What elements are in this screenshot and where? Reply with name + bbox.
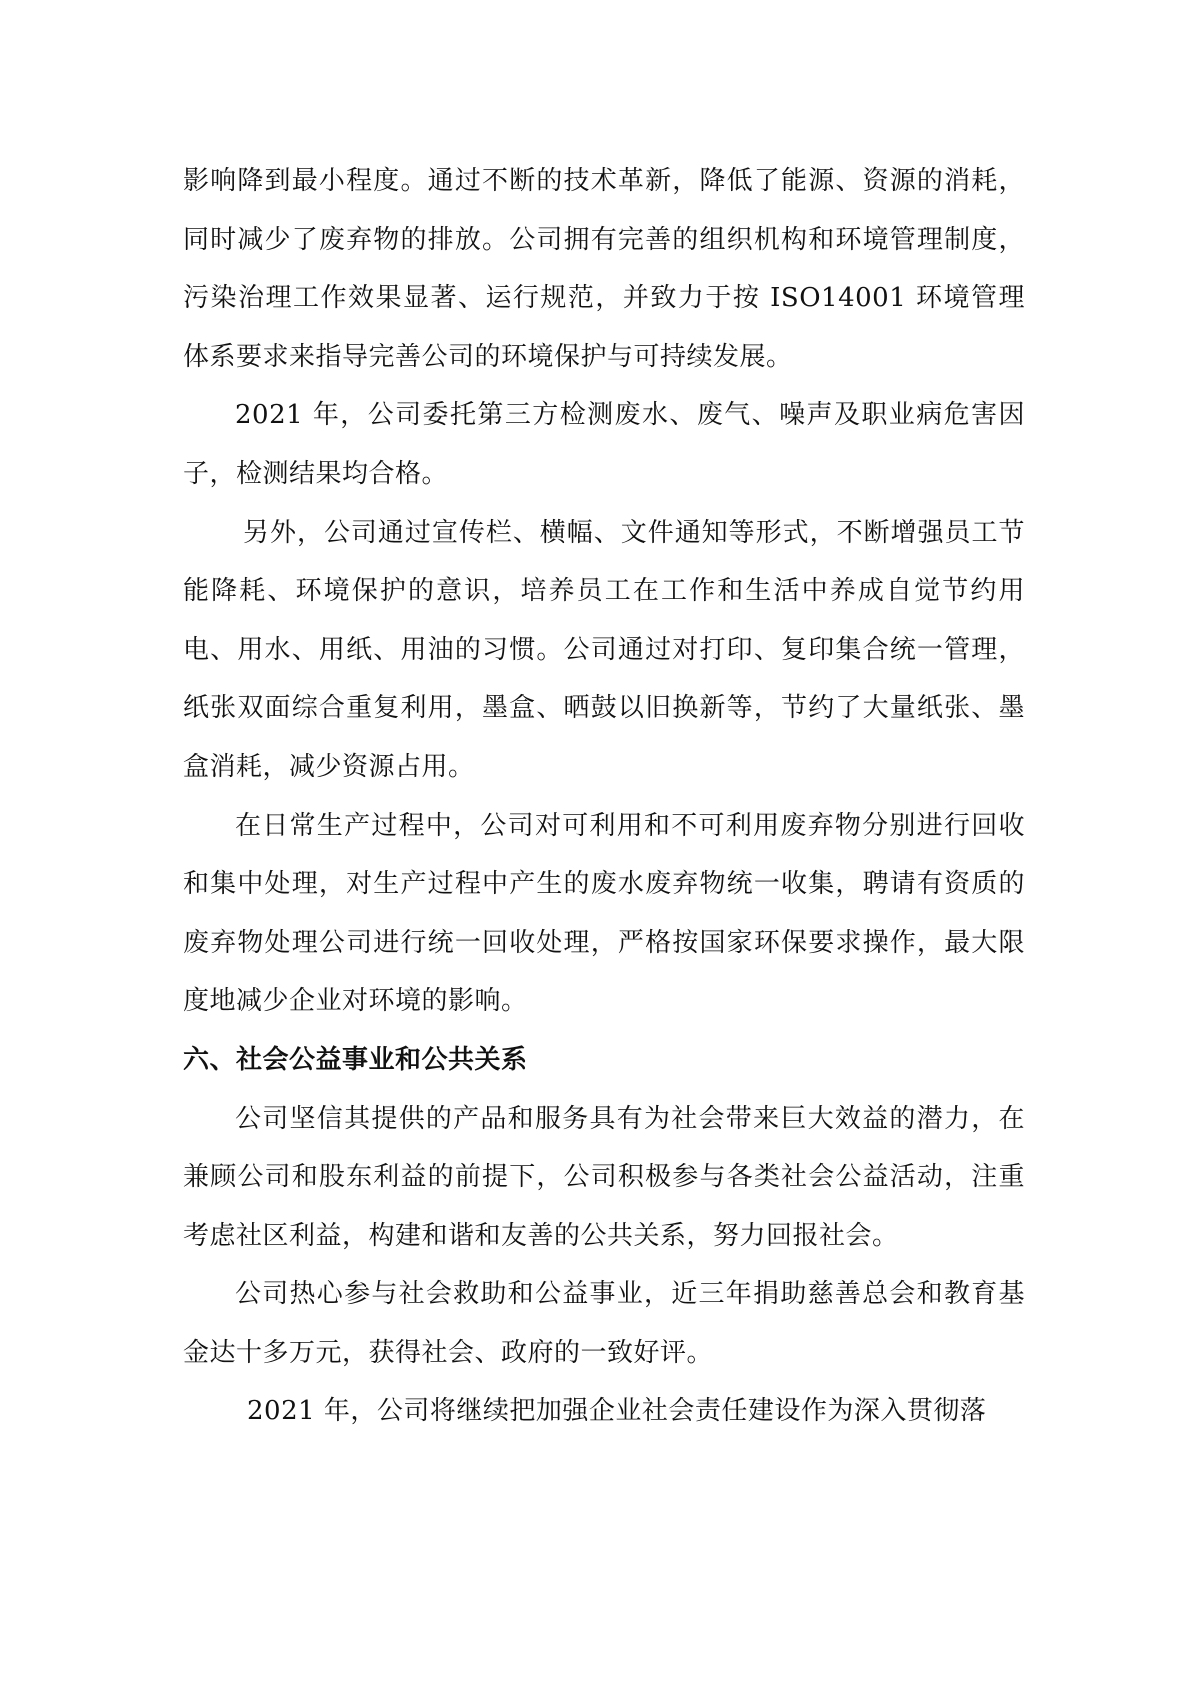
paragraph-charity-donation: 公司热心参与社会救助和公益事业，近三年捐助慈善总会和教育基金达十多万元，获得社会、政府的一致好评。 [183,1279,1025,1368]
paragraph-2021-plan: 2021 年，公司将继续把加强企业社会责任建设作为深入贯彻落 [247,1396,987,1427]
paragraph-energy-saving: 另外，公司通过宣传栏、横幅、文件通知等形式，不断增强员工节能降耗、环境保护的意识，培养员工在工作和生活中养成自觉节约用电、用水、用纸、用油的习惯。公司通过对打印、复印集合统一管理，纸张双面综合重复利用，墨盒、晒鼓以旧换新等，节约了大量纸张、墨盒消耗，减少资源占用。 [183,517,1025,782]
document-body [183,152,1025,1441]
paragraph-waste-handling: 在日常生产过程中，公司对可利用和不可利用废弃物分别进行回收和集中处理，对生产过程中产生的废水废弃物统一收集，聘请有资质的废弃物处理公司进行统一回收处理，严格按国家环保要求操作，最大限度地减少企业对环境的影响。 [183,810,1025,1017]
paragraph-public-welfare: 公司坚信其提供的产品和服务具有为社会带来巨大效益的潜力，在兼顾公司和股东利益的前提下，公司积极参与各类社会公益活动，注重考虑社区利益，构建和谐和友善的公共关系，努力回报社会。 [183,1103,1025,1251]
section-heading: 六、社会公益事业和公共关系 [183,1044,528,1075]
paragraph-2021-inspection: 2021 年，公司委托第三方检测废水、废气、噪声及职业病危害因子，检测结果均合格。 [183,400,1025,489]
paragraph-environment-management: 影响降到最小程度。通过不断的技术革新，降低了能源、资源的消耗，同时减少了废弃物的排放。公司拥有完善的组织机构和环境管理制度，污染治理工作效果显著、运行规范，并致力于按 ISO14001 环境管理体系要求来指导完善公司的环境保护与可持续发展。 [183,166,1025,372]
